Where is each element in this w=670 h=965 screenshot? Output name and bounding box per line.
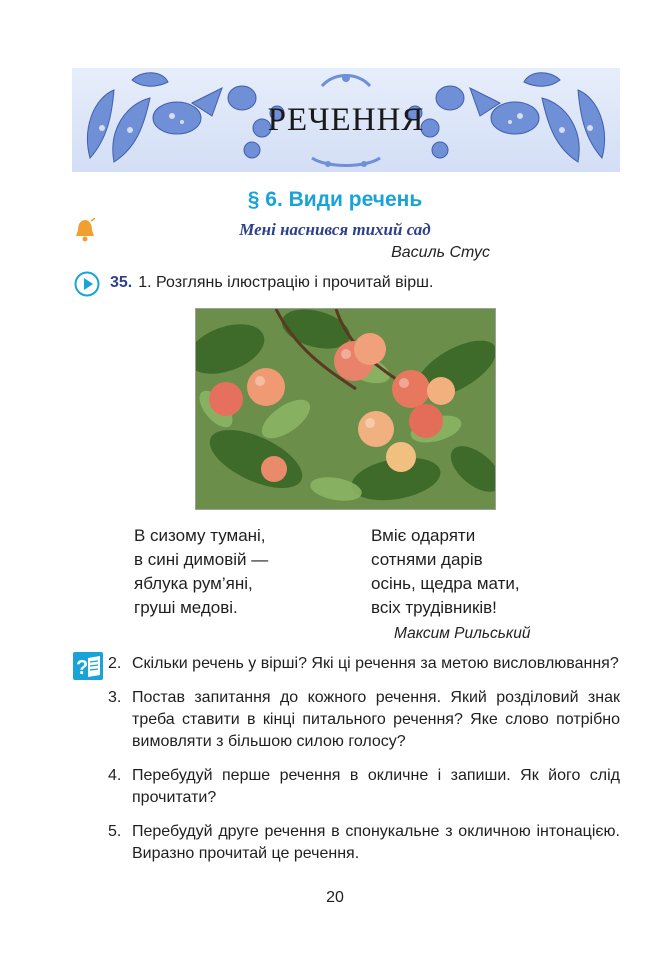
poem-line: В сизому тумані, — [134, 526, 266, 545]
question-item — [108, 821, 620, 865]
question-item — [108, 765, 620, 809]
chapter-title: РЕЧЕННЯ — [267, 102, 425, 138]
poem-right-column — [371, 524, 520, 620]
task-number: 35. — [110, 274, 133, 291]
poem-left-column — [134, 524, 268, 620]
question-number: 2. — [108, 655, 122, 672]
question-text: Постав запитання до кожного речення. Який розділовий знак треба ставити в кінці питального речення? Яке слово потрібно вимовляти з більшою силою голосу? — [132, 689, 620, 750]
questions-list — [108, 653, 620, 877]
task-text: 1. Розглянь ілюстрацію і прочитай вірш. — [138, 274, 434, 291]
question-text: Скільки речень у вірші? Які ці речення за метою висловлювання? — [132, 655, 619, 672]
epigraph-author: Василь Стус — [391, 244, 490, 261]
section-title: § 6. Види речень — [247, 188, 423, 211]
page-number: 20 — [326, 889, 344, 906]
poem-line: груші медові. — [134, 598, 238, 617]
ornament-banner — [72, 68, 620, 172]
apple-tree-photo — [195, 308, 496, 510]
question-number: 5. — [108, 823, 122, 840]
question-text: Перебудуй друге речення в спонукальне з окличною інтонацією. Виразно прочитай це речення. — [132, 823, 620, 862]
question-text: Перебудуй перше речення в окличне і запиши. Як його слід прочитати? — [132, 767, 620, 806]
task-instruction — [110, 274, 433, 292]
question-number: 3. — [108, 689, 122, 706]
svg-text:?: ? — [76, 657, 89, 679]
poem-author: Максим Рильський — [394, 625, 531, 642]
poem-line: яблука рум’яні, — [134, 574, 253, 593]
epigraph-text: Мені наснився тихий сад — [239, 220, 431, 239]
question-item — [108, 687, 620, 753]
question-number: 4. — [108, 767, 122, 784]
poem-line: осінь, щедра мати, — [371, 574, 520, 593]
question-item — [108, 653, 620, 675]
poem-line: Вміє одаряти — [371, 526, 476, 545]
play-icon — [74, 271, 100, 302]
poem-line: сотнями дарів — [371, 550, 483, 569]
poem-line: всіх трудівників! — [371, 598, 497, 617]
question-book-icon — [72, 651, 104, 686]
poem-line: в сині димовій — — [134, 550, 269, 569]
